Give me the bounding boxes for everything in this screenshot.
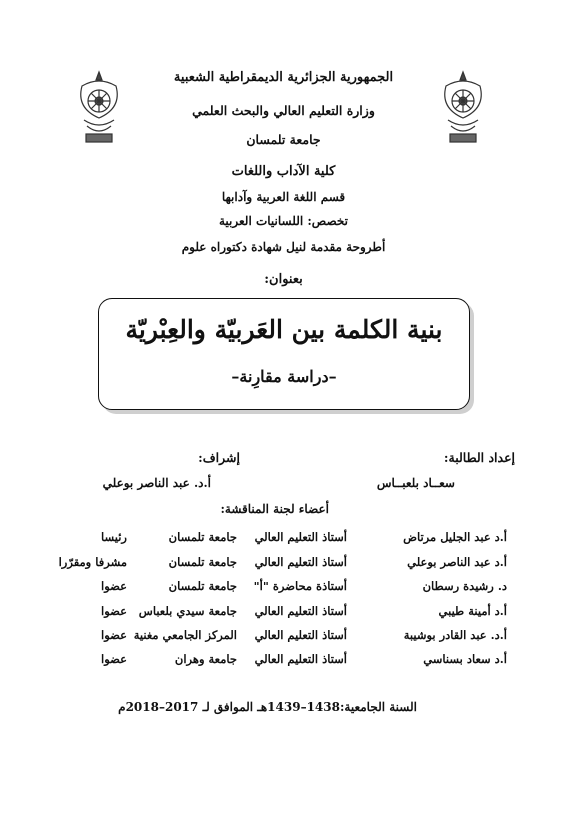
- member-rank: أستاذ التعليم العالي: [254, 628, 347, 642]
- member-role: رئيسا: [101, 530, 127, 544]
- title-label: بعنوان:: [264, 272, 303, 287]
- academic-year: السنة الجامعية:1438–1439هـ الموافق لـ 2017–2018م: [118, 700, 417, 714]
- thesis-subtitle: –دراسة مقارِنة–: [231, 367, 337, 386]
- university-heading: جامعة تلمسان: [246, 132, 321, 147]
- prepared-name: سعــاد بلعبــاس: [376, 476, 455, 490]
- member-institution: جامعة سيدي بلعباس: [138, 604, 237, 618]
- member-role: عضوا: [101, 579, 127, 593]
- ministry-heading: وزارة التعليم العالي والبحث العلمي: [192, 103, 375, 118]
- member-name: أ.د عبد الناصر بوعلي: [407, 555, 507, 569]
- republic-heading: الجمهورية الجزائرية الديمقراطية الشعبية: [173, 70, 394, 85]
- member-role: عضوا: [101, 628, 127, 642]
- member-name: د. رشيدة رسطان: [422, 579, 507, 593]
- supervision-label: إشراف:: [198, 450, 240, 465]
- member-name: أ.د. عبد القادر بوشيبة: [403, 628, 507, 642]
- supervision-name: أ.د. عبد الناصر بوعلي: [102, 476, 211, 490]
- member-institution: جامعة تلمسان: [168, 555, 237, 569]
- thesis-title: بنية الكلمة بين العَربيّة والعِبْريّة: [125, 315, 443, 344]
- member-role: مشرفا ومقرّرا: [58, 555, 127, 569]
- member-role: عضوا: [101, 604, 127, 618]
- prepared-label: إعداد الطالبة:: [443, 450, 515, 465]
- member-institution: المركز الجامعي مغنية: [133, 628, 237, 642]
- faculty-heading: كلية الآداب واللغات: [231, 164, 336, 179]
- member-role: عضوا: [101, 652, 127, 666]
- member-rank: أستاذ التعليم العالي: [254, 555, 347, 569]
- title-box: [98, 298, 470, 410]
- member-name: أ.د أمينة طيبي: [438, 604, 507, 618]
- member-name: أ.د سعاد بسناسي: [423, 652, 507, 666]
- department-heading: قسم اللغة العربية وآدابها: [221, 190, 346, 204]
- member-institution: جامعة تلمسان: [168, 530, 237, 544]
- member-name: أ.د عبد الجليل مرتاض: [403, 530, 507, 544]
- member-rank: أستاذة محاضرة "أ": [253, 579, 347, 593]
- member-institution: جامعة وهران: [174, 652, 237, 666]
- member-rank: أستاذ التعليم العالي: [254, 652, 347, 666]
- committee-label: أعضاء لجنة المناقشة:: [220, 502, 329, 516]
- member-rank: أستاذ التعليم العالي: [254, 530, 347, 544]
- thesis-heading: أطروحة مقدمة لنيل شهادة دكتوراه علوم: [181, 240, 386, 254]
- specialty-heading: تخصص: اللسانيات العربية: [218, 214, 348, 228]
- member-institution: جامعة تلمسان: [168, 579, 237, 593]
- member-rank: أستاذ التعليم العالي: [254, 604, 347, 618]
